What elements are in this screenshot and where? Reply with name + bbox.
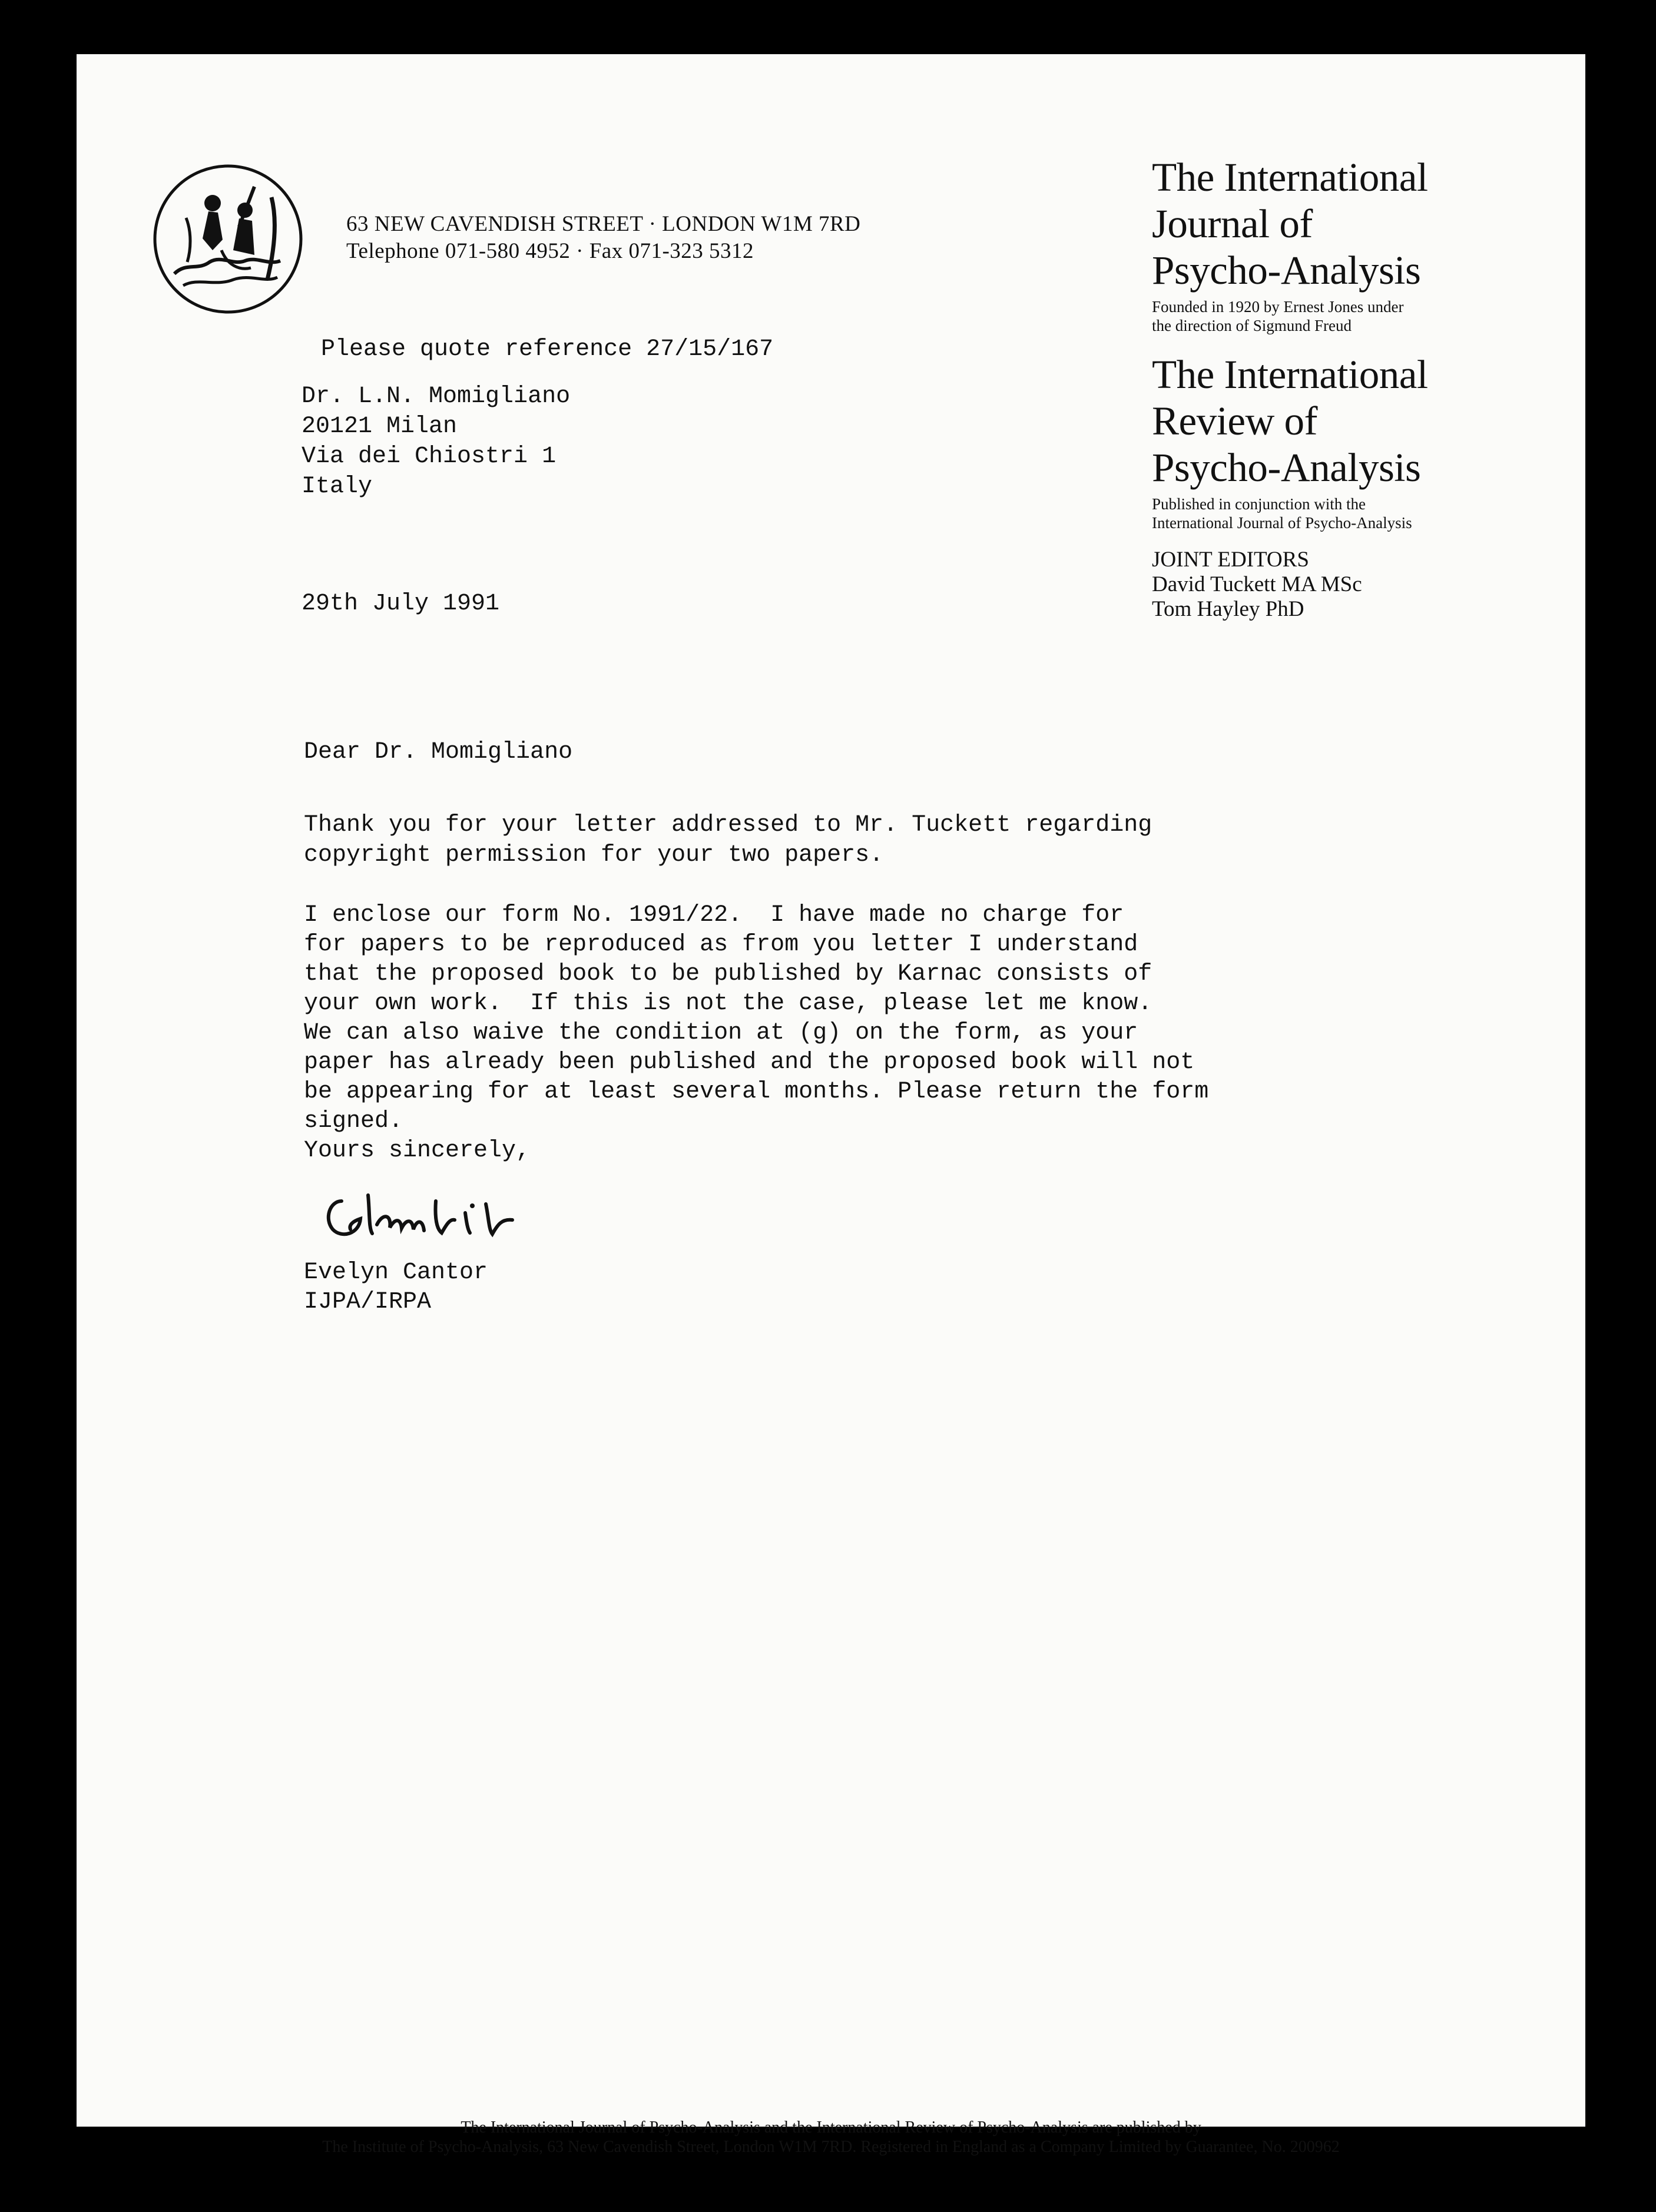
street-address: 63 NEW CAVENDISH STREET · LONDON W1M 7RD bbox=[346, 212, 861, 236]
journal-note-line-2: the direction of Sigmund Freud bbox=[1152, 317, 1352, 334]
review-note-line-1: Published in conjunction with the bbox=[1152, 495, 1366, 513]
footer-line-1: The International Journal of Psycho-Analysis and the International Review of Psycho-Analysis are published by bbox=[461, 2118, 1201, 2137]
salutation: Dear Dr. Momigliano bbox=[304, 739, 573, 765]
journal-title-line-2: Journal of bbox=[1152, 201, 1313, 246]
body-line: I enclose our form No. 1991/22. I have made no charge for bbox=[304, 902, 1124, 928]
editors-block bbox=[1152, 548, 1529, 622]
reference-line: Please quote reference 27/15/167 bbox=[321, 336, 774, 363]
phone-fax-line: Telephone 071-580 4952 · Fax 071-323 5312 bbox=[346, 239, 754, 263]
recipient-line: 20121 Milan bbox=[302, 413, 458, 440]
signer-title: IJPA/IRPA bbox=[304, 1289, 432, 1315]
handwritten-signature bbox=[318, 1178, 542, 1248]
journal-note-line-1: Founded in 1920 by Ernest Jones under bbox=[1152, 298, 1404, 316]
signer-name: Evelyn Cantor bbox=[304, 1259, 488, 1286]
editors-heading: JOINT EDITORS bbox=[1152, 548, 1309, 572]
body-line: copyright permission for your two papers. bbox=[304, 842, 884, 868]
journal-title-line-3: Psycho-Analysis bbox=[1152, 248, 1421, 293]
masthead bbox=[1152, 154, 1529, 622]
body-line: Thank you for your letter addressed to Mr. Tuckett regarding bbox=[304, 812, 1152, 838]
editor-name: Tom Hayley PhD bbox=[1152, 597, 1304, 621]
institute-seal-logo bbox=[151, 162, 305, 316]
recipient-line: Italy bbox=[302, 473, 373, 500]
review-title-line-3: Psycho-Analysis bbox=[1152, 445, 1421, 490]
review-title-line-1: The International bbox=[1152, 352, 1428, 397]
recipient-line: Via dei Chiostri 1 bbox=[302, 443, 557, 470]
body-line: for papers to be reproduced as from you letter I understand bbox=[304, 931, 1138, 958]
review-title-line-2: Review of bbox=[1152, 399, 1318, 443]
footer-line-2: The Institute of Psycho-Analysis, 63 New Cavendish Street, London W1M 7RD. Registered in England as a Company Limited by Guarantee, No. 200962 bbox=[322, 2138, 1340, 2156]
body-line: be appearing for at least several months. Please return the form bbox=[304, 1079, 1209, 1105]
recipient-line: Dr. L.N. Momigliano bbox=[302, 383, 571, 410]
footer bbox=[77, 2118, 1585, 2157]
body-line: your own work. If this is not the case, please let me know. bbox=[304, 990, 1152, 1017]
letter-date: 29th July 1991 bbox=[302, 591, 500, 617]
letterhead-address bbox=[346, 211, 860, 265]
review-note-line-2: International Journal of Psycho-Analysis bbox=[1152, 514, 1412, 532]
body-line: paper has already been published and the proposed book will not bbox=[304, 1049, 1195, 1076]
closing: Yours sincerely, bbox=[304, 1137, 531, 1164]
editor-name: David Tuckett MA MSc bbox=[1152, 572, 1362, 596]
body-line: that the proposed book to be published by Karnac consists of bbox=[304, 961, 1152, 987]
body-line: signed. bbox=[304, 1108, 403, 1135]
journal-title-line-1: The International bbox=[1152, 155, 1428, 200]
body-line: We can also waive the condition at (g) on the form, as your bbox=[304, 1020, 1138, 1046]
